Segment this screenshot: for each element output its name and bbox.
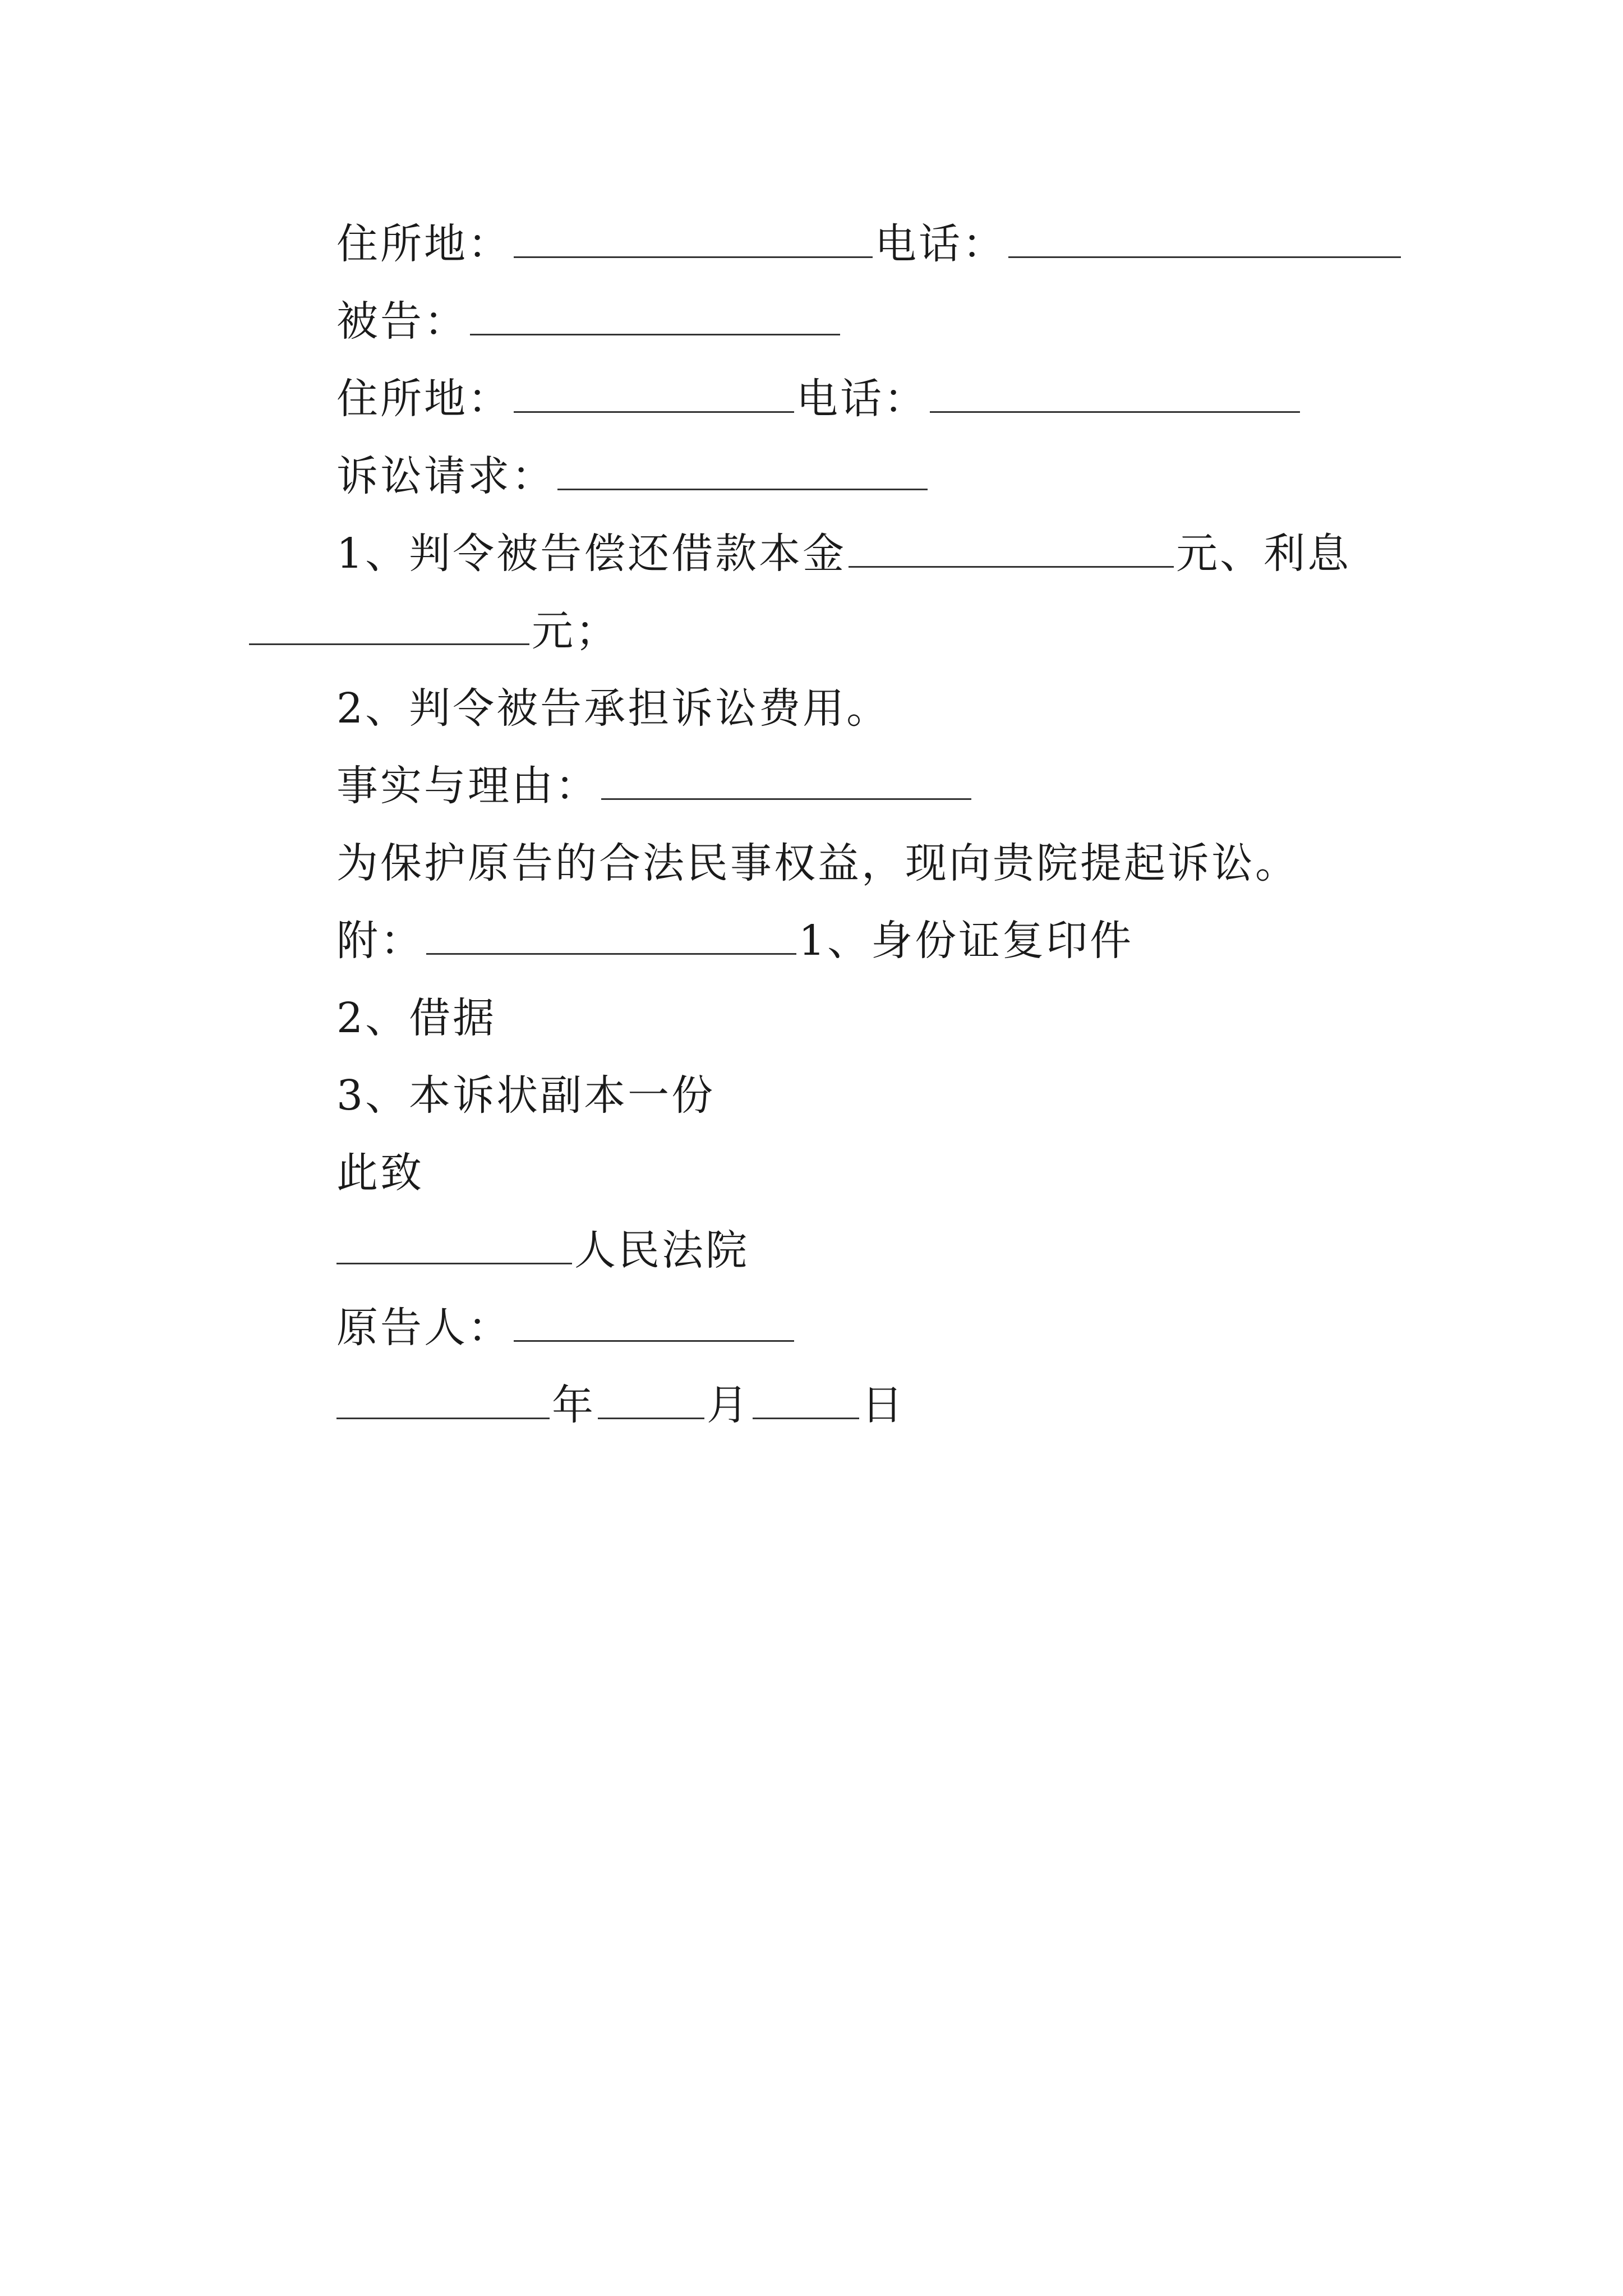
claims-label: 诉讼请求： bbox=[336, 452, 555, 500]
claim-1-line bbox=[336, 523, 1351, 585]
claim-2-line bbox=[336, 678, 890, 739]
month-blank bbox=[598, 1379, 704, 1419]
defendant-address-blank bbox=[514, 373, 794, 413]
plaintiff-signature-blank bbox=[514, 1302, 794, 1342]
salutation-text: 此致 bbox=[336, 1149, 424, 1197]
defendant-label: 被告： bbox=[336, 297, 468, 346]
facts-label: 事实与理由： bbox=[336, 762, 599, 810]
claims-blank bbox=[557, 450, 928, 490]
statement-text: 为保护原告的合法民事权益，现向贵院提起诉讼。 bbox=[336, 839, 1299, 887]
court-line bbox=[336, 1220, 749, 1281]
claim-1-text: 1、判令被告偿还借款本金 bbox=[336, 530, 847, 578]
attachment-3-line bbox=[336, 1065, 715, 1126]
plaintiff-signature-line bbox=[336, 1297, 796, 1359]
claim-2-text: 2、判令被告承担诉讼费用。 bbox=[336, 684, 891, 733]
attachments-blank bbox=[426, 915, 796, 955]
defendant-phone-label: 电话： bbox=[796, 375, 928, 423]
salutation-line bbox=[336, 1142, 424, 1204]
defendant-address-label: 住所地： bbox=[336, 375, 511, 423]
principal-blank bbox=[849, 528, 1174, 568]
defendant-blank bbox=[470, 296, 840, 335]
claim-1-continued-line bbox=[247, 600, 619, 662]
plaintiff-address-blank bbox=[514, 218, 873, 258]
day-label: 日 bbox=[861, 1381, 905, 1429]
attachments-label: 附： bbox=[336, 917, 424, 965]
plaintiff-address-line bbox=[336, 213, 1403, 275]
attachment-2-line bbox=[336, 987, 496, 1049]
interest-blank bbox=[249, 605, 529, 645]
attachments-line bbox=[336, 910, 1133, 972]
year-blank bbox=[336, 1379, 550, 1419]
attachment-3: 3、本诉状副本一份 bbox=[336, 1071, 716, 1120]
day-blank bbox=[753, 1379, 859, 1419]
facts-blank bbox=[601, 760, 971, 800]
plaintiff-phone-blank bbox=[1008, 218, 1401, 258]
claims-line bbox=[336, 445, 930, 507]
plaintiff-signature-label: 原告人： bbox=[336, 1304, 511, 1352]
defendant-phone-blank bbox=[930, 373, 1300, 413]
defendant-address-line bbox=[336, 368, 1302, 430]
court-name-blank bbox=[336, 1225, 572, 1264]
month-label: 月 bbox=[707, 1381, 750, 1429]
attachment-1: 1、身份证复印件 bbox=[799, 917, 1134, 965]
year-label: 年 bbox=[552, 1381, 596, 1429]
facts-line bbox=[336, 755, 974, 817]
attachment-2: 2、借据 bbox=[336, 994, 497, 1042]
court-suffix: 人民法院 bbox=[574, 1226, 749, 1274]
claim-1-end: 元； bbox=[532, 607, 619, 655]
plaintiff-address-label: 住所地： bbox=[336, 220, 511, 268]
statement-line bbox=[336, 832, 1299, 894]
plaintiff-phone-label: 电话： bbox=[875, 220, 1006, 268]
defendant-line bbox=[336, 291, 842, 352]
date-line bbox=[336, 1374, 905, 1436]
claim-1-mid: 元、利息 bbox=[1176, 530, 1352, 578]
